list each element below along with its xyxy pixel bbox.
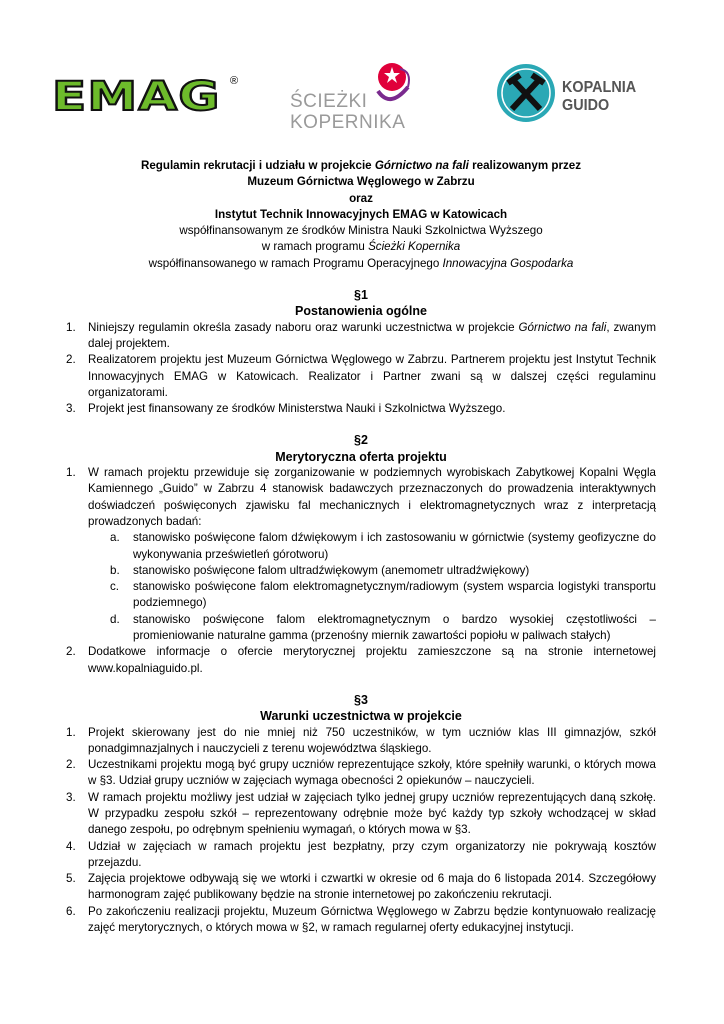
text-run: Regulamin rekrutacji i udziału w projekcie: [140, 159, 375, 172]
text-run: w ramach programu: [261, 240, 369, 254]
sub-item-letter: d.: [110, 612, 120, 626]
text-run: W ramach projektu możliwy jest udział w zajęciach tylko jednej grupy uczniów reprezentujących daną szkołę. W przypadku zespołu szkół – reprezentowany odrębnie może być każdy typ szkoły wchodzącej w skład danego zespołu, po odrębnym spełnieniu wymagań, o których mowa w §3.: [88, 790, 656, 837]
section-heading: [66, 287, 656, 320]
section-title: Postanowienia ogólne: [295, 304, 427, 319]
list-item: [66, 320, 656, 353]
header-line: [66, 223, 656, 239]
item-number: 5.: [66, 872, 76, 886]
text-run: Górnictwo na fali: [374, 159, 469, 172]
section-number: §1: [354, 288, 368, 303]
text-run: Ścieżki Kopernika: [368, 240, 461, 254]
sub-list-item: [66, 563, 656, 579]
sub-item-letter: a.: [110, 531, 120, 545]
logo-bar: [0, 55, 724, 135]
list-item: [66, 401, 656, 417]
section-number: §2: [354, 433, 368, 448]
kopalnia-guido-logo: KOPALNIA GUIDO: [496, 63, 556, 128]
header-line: [66, 239, 656, 255]
section-heading: [66, 692, 656, 725]
item-number: 1.: [66, 725, 76, 739]
item-number: 2.: [66, 645, 76, 659]
text-run: Dodatkowe informacje o ofercie merytorycznej projektu zamieszczone są na stronie internetowej www.kopalniaguido.pl.: [88, 645, 656, 675]
list-item: [66, 465, 656, 644]
item-number: 4.: [66, 839, 76, 853]
sub-item-text: stanowisko poświęcone falom elektromagnetycznym/radiowym (system wsparcia logistyki transportu podziemnego): [133, 580, 656, 610]
numbered-list: [66, 465, 656, 677]
item-number: 2.: [66, 758, 76, 772]
list-item: [66, 352, 656, 401]
header-line: [66, 191, 656, 207]
list-item: [66, 644, 656, 677]
header-line: [66, 174, 656, 190]
list-item: [66, 904, 656, 937]
list-item: [66, 839, 656, 872]
text-run: Po zakończeniu realizacji projektu, Muzeum Górnictwa Węglowego w Zabrzu będzie kontynuowało realizację zajęć merytorycznych, o których mowa w §2, w ramach regularnej oferty edukacyjnej instytucji.: [88, 904, 656, 935]
text-run: Projekt jest finansowany ze środków Ministerstwa Nauki i Szkolnictwa Wyższego.: [88, 402, 506, 416]
text-run: Górnictwo na fali: [518, 320, 607, 334]
text-run: Uczestnikami projektu mogą być grupy uczniów reprezentujące szkoły, które spełniły warunki, o których mowa w §3. Udział grupy uczniów w zajęciach wymaga obecności 2 opiekunów – nauczycieli.: [88, 758, 656, 788]
sub-item-text: stanowisko poświęcone falom ultradźwiękowym (anemometr ultradźwiękowy): [133, 563, 530, 577]
sub-list-item: [66, 530, 656, 563]
list-item: [66, 725, 656, 758]
sciezki-kopernika-logo: ŚCIEŻKI KOPERNIKA: [290, 63, 410, 133]
list-item: [66, 790, 656, 839]
item-number: 2.: [66, 353, 76, 367]
text-run: Udział w zajęciach w ramach projektu jest bezpłatny, przy czym organizatorzy nie pokrywają kosztów przejazdu.: [88, 839, 656, 869]
text-run: , zwanym dalej projektem.: [88, 320, 656, 350]
text-run: Zajęcia projektowe odbywają się we wtorki i czwartki w okresie od 6 maja do 6 listopada 2014. Szczegółowy harmonogram zajęć publikowany będzie na stronie internetowej po zakończeniu rekrutacji.: [88, 872, 656, 902]
text-run: W ramach projektu przewiduje się zorganizowanie w podziemnych wyrobiskach Zabytkowej Kopalni Węgla Kamiennego „Guido” w Zabrzu 4 stanowisk badawczych przeznaczonych do prowadzenia interaktywnych doświadczeń poświęconych zjawisku fal mechanicznych i elektromagnetycznych wraz z interpretacją prowadzonych badań:: [88, 466, 656, 528]
text-run: współfinansowanego w ramach Programu Operacyjnego: [148, 256, 443, 270]
header-line: [66, 256, 656, 272]
text-run: oraz: [349, 191, 373, 205]
header-line: [66, 207, 656, 223]
sub-list: [66, 530, 656, 644]
item-number: 1.: [66, 320, 76, 334]
text-run: Projekt skierowany jest do nie mniej niż 750 uczestników, w tym uczniów klas III gimnazjów, szkół ponadgimnazjalnych i nauczycieli z terenu województwa śląskiego.: [88, 725, 656, 755]
sub-item-letter: b.: [110, 563, 120, 577]
sub-item-text: stanowisko poświęcone falom elektromagnetycznym o bardzo wysokiej częstotliwości – promieniowanie naturalne gamma (przenośny miernik zawartości popiołu w paliwach stałych): [133, 612, 656, 643]
list-item: [66, 871, 656, 904]
text-run: Instytut Technik Innowacyjnych EMAG w Katowicach: [214, 207, 508, 221]
section-title: Warunki uczestnictwa w projekcie: [260, 709, 462, 724]
emag-logo: EMAG ®: [52, 74, 239, 120]
list-item: [66, 757, 656, 790]
numbered-list: [66, 320, 656, 418]
document-header: [66, 158, 656, 272]
text-run: Innowacyjna Gospodarka: [442, 256, 574, 270]
sub-list-item: [66, 612, 656, 645]
sub-list-item: [66, 579, 656, 612]
header-line: [66, 158, 656, 174]
text-run: Realizatorem projektu jest Muzeum Górnictwa Węglowego w Zabrzu. Partnerem projektu jest Instytut Technik Innowacyjnych EMAG w Katowicach. Realizator i Partner zwani są w dalszej części regulaminu organizatorami.: [88, 353, 656, 399]
document-body: [66, 158, 656, 936]
text-run: współfinansowanym ze środków Ministra Nauki Szkolnictwa Wyższego: [179, 224, 543, 238]
item-number: 6.: [66, 904, 76, 918]
text-run: Niniejszy regulamin określa zasady naboru oraz warunki uczestnictwa w projekcie: [88, 320, 519, 334]
item-number: 3.: [66, 402, 76, 416]
sub-item-letter: c.: [110, 580, 120, 594]
item-number: 1.: [66, 466, 76, 480]
hammers-icon: [496, 63, 556, 123]
text-run: Muzeum Górnictwa Węglowego w Zabrzu: [247, 175, 475, 189]
section-title: Merytoryczna oferta projektu: [275, 449, 447, 464]
section-number: §3: [354, 692, 368, 707]
numbered-list: [66, 725, 656, 937]
item-number: 3.: [66, 790, 76, 804]
section-heading: [66, 432, 656, 465]
sub-item-text: stanowisko poświęcone falom dźwiękowym i ich zastosowaniu w górnictwie (systemy geofizyczne do wykonywania prześwietleń górotworu): [133, 531, 656, 561]
text-run: realizowanym przez: [468, 159, 582, 172]
